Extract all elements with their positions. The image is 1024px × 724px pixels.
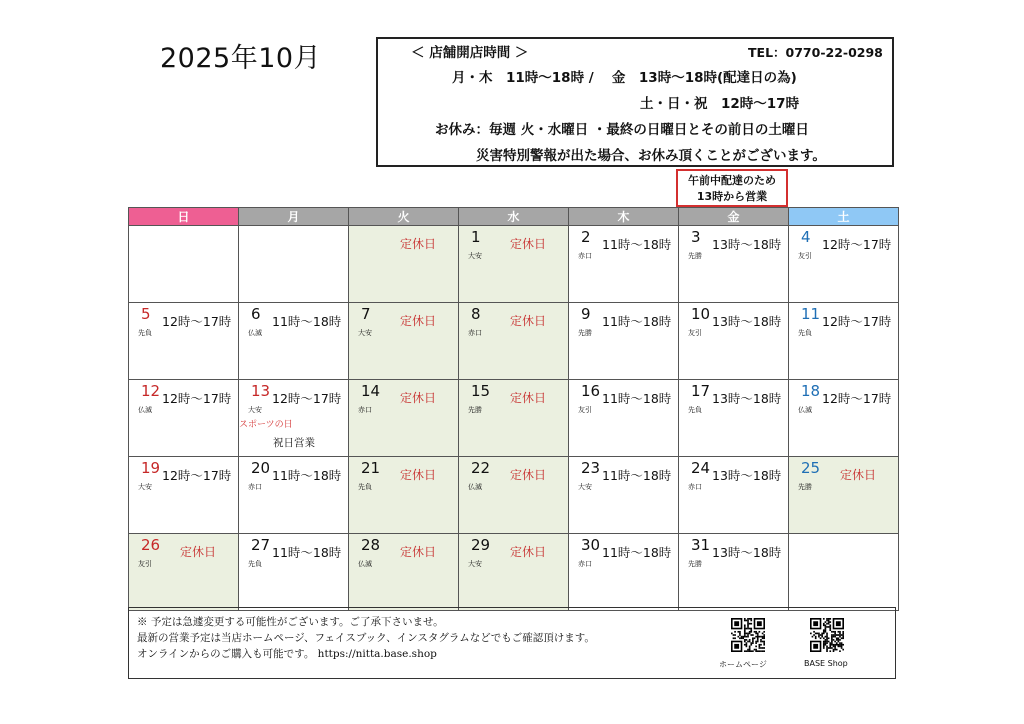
disaster-notice-line: 災害特別警報が出た場合、お休み頂くことがございます。 [476,148,826,164]
rokuyo-label: 先勝 [688,560,702,568]
rokuyo-label: 先負 [248,560,262,568]
day-number: 29 [471,536,491,554]
calendar-day-cell [129,534,239,611]
rokuyo-label: 先負 [688,406,702,414]
opening-hours: 12時～17時 [272,391,342,406]
opening-hours: 12時～17時 [162,468,232,483]
calendar-day-cell [239,226,349,303]
calendar-day-cell [129,380,239,457]
rokuyo-label: 友引 [688,329,702,337]
friday-notice-box [676,169,788,207]
rokuyo-label: 大安 [468,252,482,260]
day-number: 22 [471,459,491,477]
closed-day-label: 定休日 [399,391,436,405]
phone-number: TEL：0770-22-0298 [748,45,883,60]
day-number: 30 [581,536,601,554]
calendar-day-cell [349,457,459,534]
calendar-day-cell [239,457,349,534]
closed-day-label: 定休日 [839,468,876,482]
opening-hours: 12時～17時 [822,314,892,329]
weekday-header-2: 火 [349,208,459,226]
opening-hours: 13時～18時 [712,237,782,252]
calendar-day-cell [459,303,569,380]
opening-hours: 11時～18時 [272,314,342,329]
calendar-day-cell [679,534,789,611]
day-number: 20 [251,459,271,477]
rokuyo-label: 先負 [798,329,812,337]
day-number: 27 [251,536,271,554]
closed-day-label: 定休日 [509,391,546,405]
calendar-day-cell [349,534,459,611]
day-number: 8 [471,305,481,323]
day-number: 6 [251,305,261,323]
day-number: 17 [691,382,711,400]
day-number: 14 [361,382,381,400]
closed-days-line: お休み：毎週 火・水曜日 ・最終の日曜日とその前日の土曜日 [435,122,809,138]
calendar-day-cell [569,303,679,380]
rokuyo-label: 赤口 [248,483,262,491]
rokuyo-label: 大安 [468,560,482,568]
day-number: 7 [361,305,371,323]
rokuyo-label: 仏滅 [798,406,812,414]
day-number: 15 [471,382,491,400]
opening-hours: 11時～18時 [602,314,672,329]
notice-line-2: 13時から営業 [696,190,768,203]
rokuyo-label: 先負 [138,329,152,337]
rokuyo-label: 仏滅 [248,329,262,337]
opening-hours: 11時～18時 [272,545,342,560]
weekday-header-3: 水 [459,208,569,226]
footer-line-3: オンラインからのご購入も可能です。 https://nitta.base.shop [137,648,437,660]
opening-hours: 13時～18時 [712,391,782,406]
day-number: 13 [251,382,271,400]
calendar-day-cell [679,380,789,457]
opening-hours: 13時～18時 [712,545,782,560]
hours-weekday-line: 月・木 11時～18時 / 金 13時～18時(配達日の為) [452,70,797,86]
opening-hours: 12時～17時 [162,391,232,406]
footer-line-1: ※ 予定は急遽変更する可能性がございます。ご了承下さいませ。 [137,616,444,628]
calendar-day-cell [239,534,349,611]
calendar-grid [128,207,899,611]
day-number: 31 [691,536,711,554]
calendar-day-cell [789,303,899,380]
opening-hours: 12時～17時 [162,314,232,329]
rokuyo-label: 赤口 [358,406,372,414]
calendar-day-cell [239,303,349,380]
closed-day-label: 定休日 [399,237,436,251]
closed-day-label: 定休日 [509,314,546,328]
weekday-header-row [129,208,899,226]
rokuyo-label: 大安 [358,329,372,337]
rokuyo-label: 仏滅 [358,560,372,568]
rokuyo-label: 先勝 [578,329,592,337]
hours-weekend-line: 土・日・祝 12時～17時 [640,96,800,112]
calendar-day-cell [679,303,789,380]
rokuyo-label: 先勝 [688,252,702,260]
calendar-day-cell [569,534,679,611]
rokuyo-label: 赤口 [468,329,482,337]
rokuyo-label: 先勝 [468,406,482,414]
holiday-open-note: 祝日営業 [273,437,315,449]
rokuyo-label: 先負 [358,483,372,491]
day-number: 26 [141,536,161,554]
day-number: 19 [141,459,161,477]
day-number: 21 [361,459,381,477]
calendar-day-cell [129,226,239,303]
store-hours-box [376,37,894,167]
rokuyo-label: 大安 [248,406,262,414]
calendar-day-cell [349,380,459,457]
hours-heading: ＜ 店舗開店時間 ＞ [411,45,529,61]
rokuyo-label: 友引 [138,560,152,568]
calendar-day-cell [569,380,679,457]
closed-day-label: 定休日 [399,468,436,482]
calendar-day-cell [459,226,569,303]
opening-hours: 11時～18時 [602,468,672,483]
calendar-day-cell [129,303,239,380]
calendar-day-cell [239,380,349,457]
footer-line-2: 最新の営業予定は当店ホームページ、フェイスブック、インスタグラムなどでもご確認頂けます。 [137,632,595,644]
day-number: 28 [361,536,381,554]
weekday-header-0: 日 [129,208,239,226]
weekday-header-4: 木 [569,208,679,226]
calendar-week-row [129,226,899,303]
calendar-day-cell [789,226,899,303]
rokuyo-label: 先勝 [798,483,812,491]
day-number: 1 [471,228,481,246]
page-title: 2025年10月 [160,43,322,74]
calendar-day-cell [349,226,459,303]
calendar-day-cell [789,380,899,457]
opening-hours: 13時～18時 [712,468,782,483]
day-number: 18 [801,382,821,400]
day-number: 11 [801,305,821,323]
calendar-week-row [129,303,899,380]
rokuyo-label: 仏滅 [468,483,482,491]
opening-hours: 12時～17時 [822,391,892,406]
footer-box [128,607,896,679]
closed-day-label: 定休日 [509,545,546,559]
closed-day-label: 定休日 [399,314,436,328]
opening-hours: 11時～18時 [602,237,672,252]
calendar-body [129,226,899,611]
weekday-header-5: 金 [679,208,789,226]
homepage-qr-label: ホームページ [719,660,767,669]
weekday-header-6: 土 [789,208,899,226]
calendar-day-cell [129,457,239,534]
weekday-header-1: 月 [239,208,349,226]
opening-hours: 11時～18時 [272,468,342,483]
rokuyo-label: 赤口 [688,483,702,491]
calendar-day-cell [789,457,899,534]
closed-day-label: 定休日 [509,468,546,482]
homepage-qr-code[interactable] [731,618,765,652]
day-number: 5 [141,305,151,323]
closed-day-label: 定休日 [509,237,546,251]
opening-hours: 11時～18時 [602,391,672,406]
day-number: 10 [691,305,711,323]
rokuyo-label: 仏滅 [138,406,152,414]
calendar-day-cell [679,226,789,303]
day-number: 25 [801,459,821,477]
calendar-week-row [129,457,899,534]
day-number: 23 [581,459,601,477]
day-number: 9 [581,305,591,323]
calendar-week-row [129,534,899,611]
opening-hours: 13時～18時 [712,314,782,329]
calendar-day-cell [679,457,789,534]
holiday-name: スポーツの日 [239,420,293,430]
calendar-day-cell [789,534,899,611]
rokuyo-label: 赤口 [578,560,592,568]
calendar-day-cell [349,303,459,380]
calendar-day-cell [459,457,569,534]
closed-day-label: 定休日 [179,545,216,559]
notice-line-1: 午前中配達のため [688,174,776,187]
calendar-day-cell [569,226,679,303]
opening-hours: 11時～18時 [602,545,672,560]
day-number: 3 [691,228,701,246]
base-shop-qr-label: BASE Shop [804,659,848,668]
day-number: 2 [581,228,591,246]
base-shop-qr-code[interactable] [810,618,844,652]
opening-hours: 12時～17時 [822,237,892,252]
calendar-day-cell [569,457,679,534]
calendar-day-cell [459,380,569,457]
calendar-day-cell [459,534,569,611]
rokuyo-label: 赤口 [578,252,592,260]
closed-day-label: 定休日 [399,545,436,559]
day-number: 16 [581,382,601,400]
day-number: 4 [801,228,811,246]
rokuyo-label: 友引 [798,252,812,260]
rokuyo-label: 大安 [578,483,592,491]
rokuyo-label: 大安 [138,483,152,491]
calendar-week-row [129,380,899,457]
rokuyo-label: 友引 [578,406,592,414]
day-number: 12 [141,382,161,400]
day-number: 24 [691,459,711,477]
